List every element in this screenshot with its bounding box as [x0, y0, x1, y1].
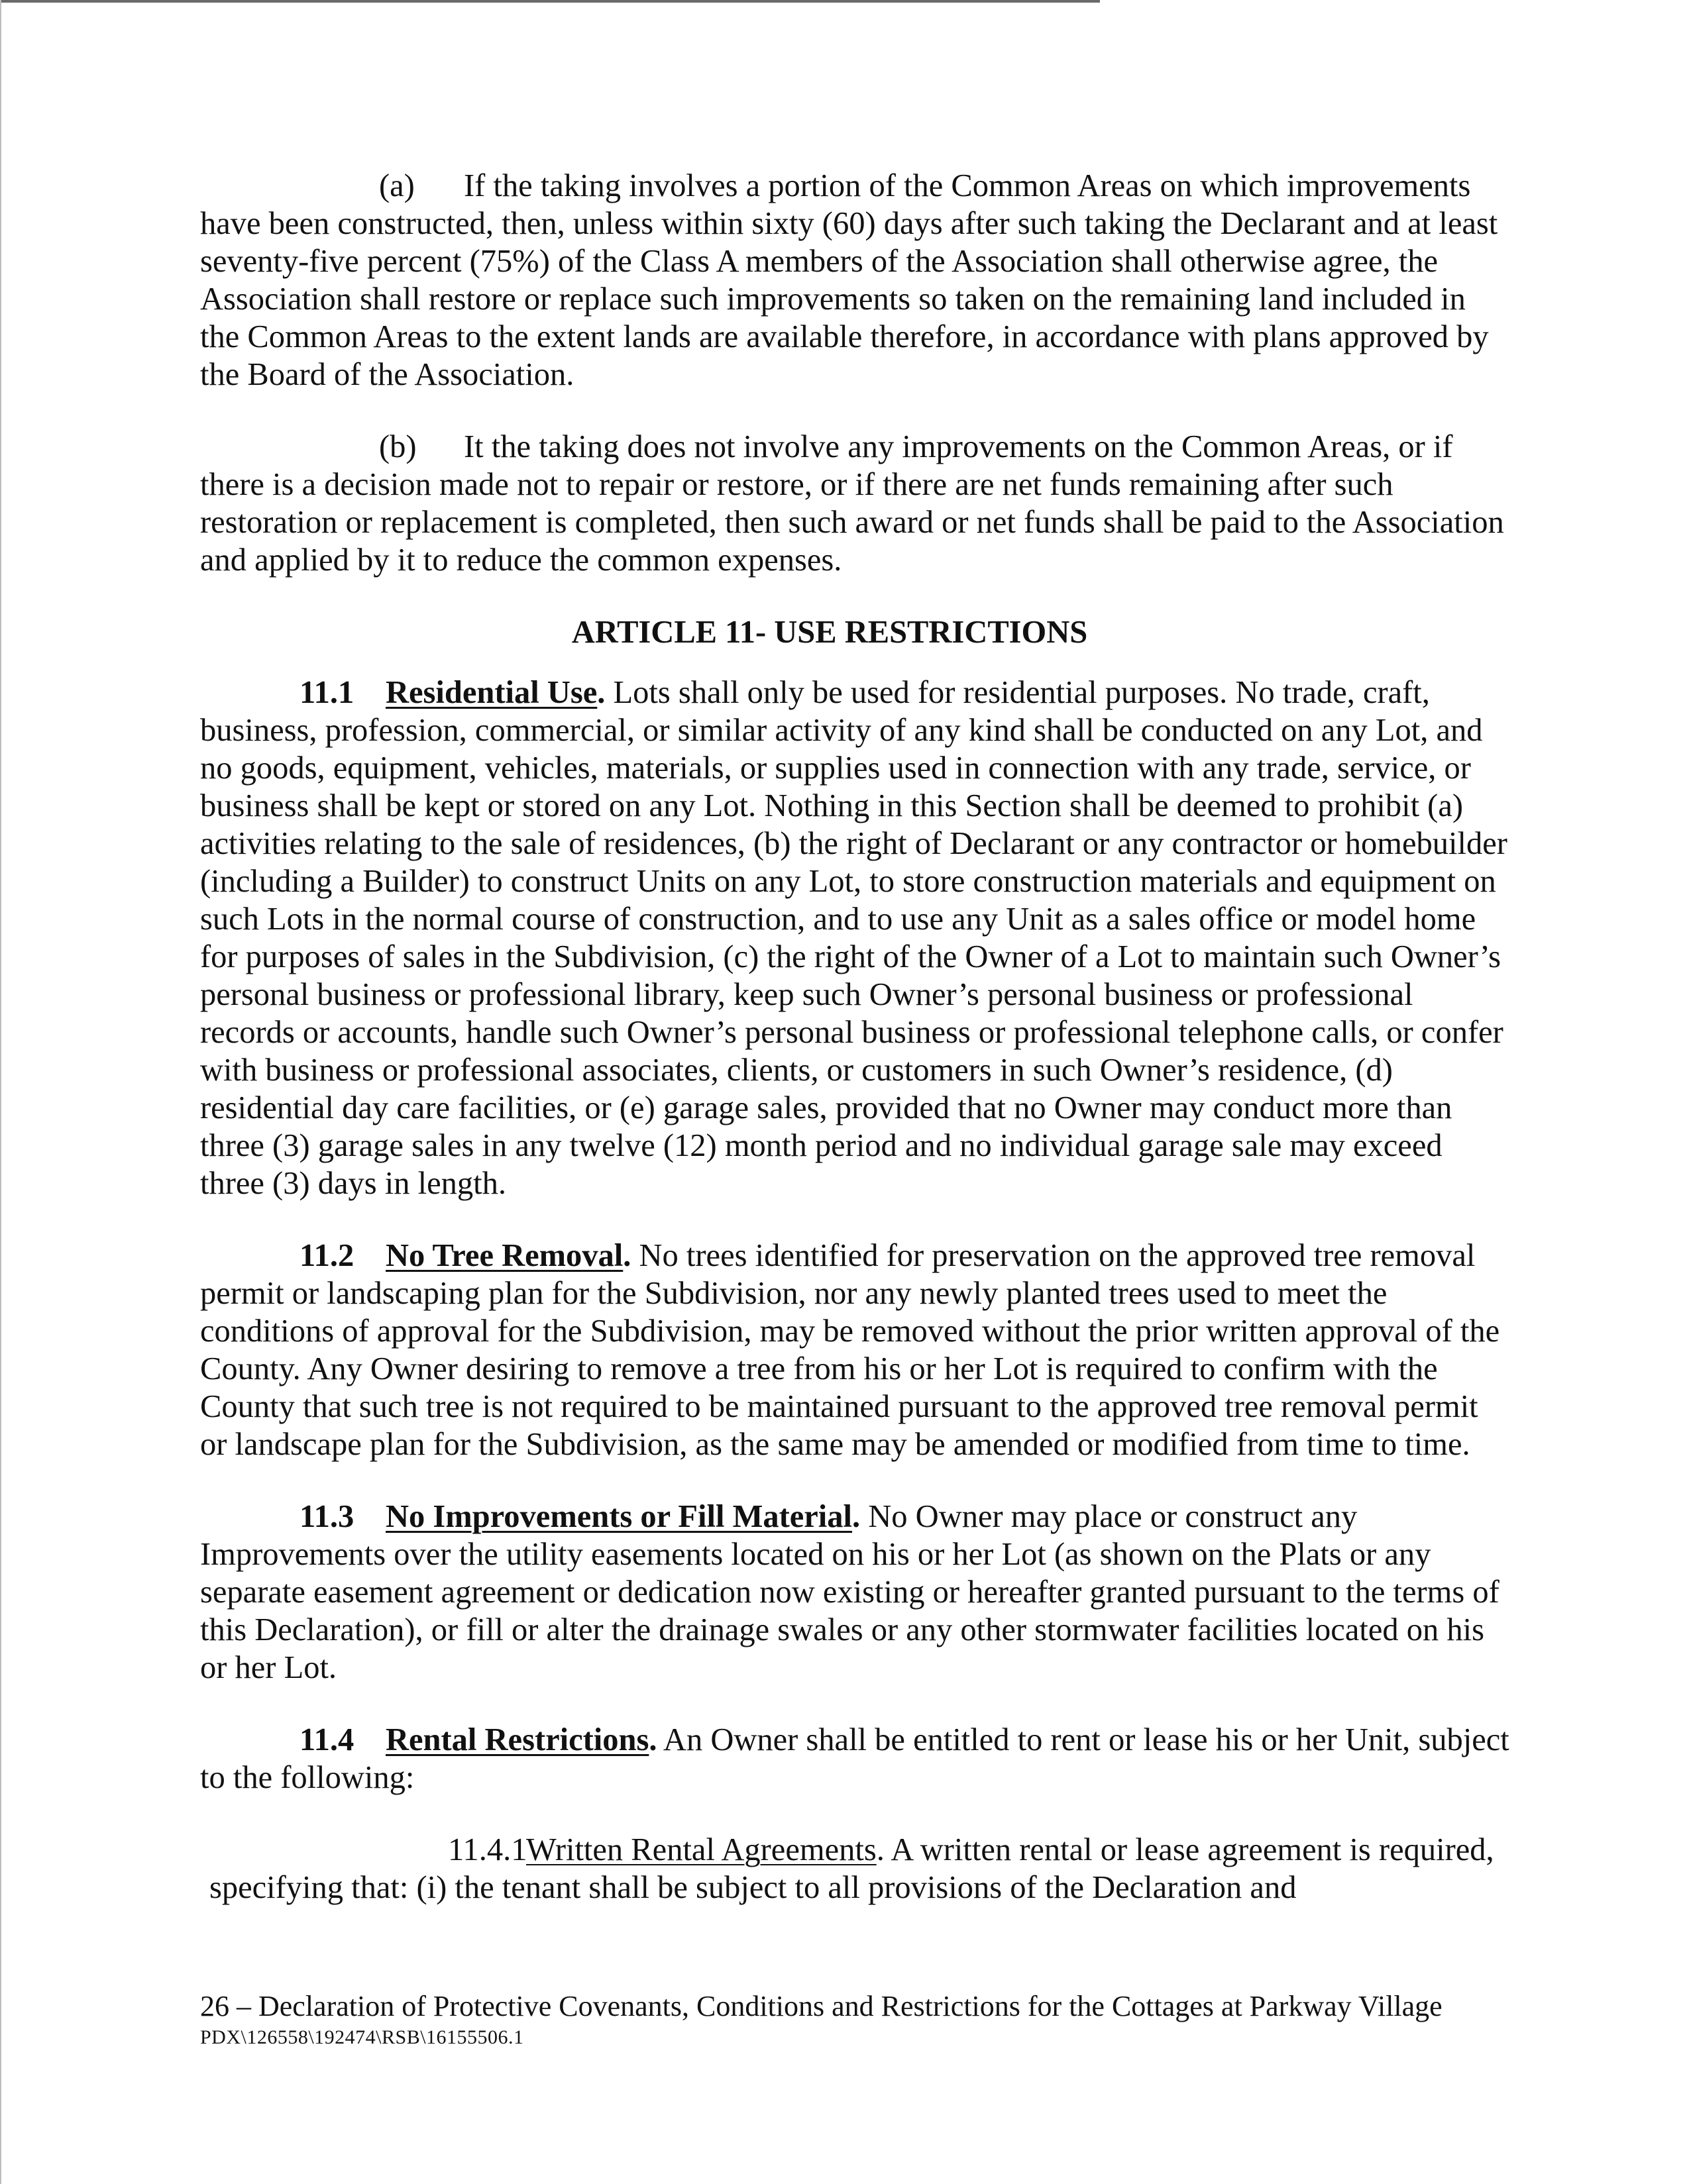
section-11-3-body: No Owner may place or construct any Improvements over the utility easements located on his or her Lot (as shown on the Plats or any separate easement agreement or dedication now existing or hereafter granted pursuant to the terms of this Declaration), or fill or alter the drainage swales or any other stormwater facilities located on his or her Lot.	[200, 1499, 1499, 1685]
clause-b-lead: It the taking does not involve any improvements on the Common Areas, or	[464, 429, 1425, 464]
section-11-3-number: 11.3	[300, 1499, 354, 1534]
section-11-2-title: No Tree Removal	[386, 1238, 624, 1273]
section-11-2-title-punct: .	[623, 1238, 631, 1273]
scan-artifact-top-line	[0, 0, 1100, 3]
section-11-4-title-punct: .	[649, 1722, 657, 1757]
scan-artifact-left-edge	[0, 0, 1, 2184]
section-11-4-1	[200, 1831, 1512, 1906]
section-11-4-1-title-punct: .	[876, 1832, 885, 1867]
section-11-2-number: 11.2	[300, 1238, 354, 1273]
section-11-2	[200, 1237, 1512, 1463]
section-11-4-title: Rental Restrictions	[386, 1722, 649, 1757]
section-11-4-1-number: 11.4.1	[448, 1832, 527, 1867]
section-11-1	[200, 674, 1512, 1202]
clause-b-indent	[200, 428, 464, 466]
section-11-1-title: Residential Use	[386, 675, 598, 710]
document-body	[200, 167, 1512, 1906]
footer-page-line: 26 – Declaration of Protective Covenants, Conditions and Restrictions for the Cottages at Parkway Village	[200, 1990, 1443, 2022]
section-11-1-number: 11.1	[300, 675, 354, 710]
clause-a-indent	[200, 167, 464, 205]
section-11-4-1-title: Written Rental Agreements	[526, 1832, 877, 1867]
section-11-1-body: Lots shall only be used for residential purposes. No trade, craft, business, profession, commercial, or similar activity of any kind shall be conducted on any Lot, and no goods, equipment, vehicles, materials, or supplies used in connection with any trade, service, or business shall be kept or stored on any Lot. Nothing in this Section shall be deemed to prohibit (a) activities relating to the sale of residences, (b) the right of Declarant or any contractor or homebuilder (including a Builder) to construct Units on any Lot, to store construction materials and equipment on such Lots in the normal course of construction, and to use any Unit as a sales office or model home for purposes of sales in the Subdivision, (c) the right of the Owner of a Lot to maintain such Owner’s personal business or professional library, keep such Owner’s personal business or professional records or accounts, handle such Owner’s personal business or professional telephone calls, or confer with business or professional associates, clients, or customers in such Owner’s residence, (d) residential day care facilities, or (e) garage sales, provided that no Owner may conduct more than three (3) garage sales in any twelve (12) month period and no individual garage sale may exceed three (3) days in length.	[200, 675, 1507, 1201]
section-11-3-title-punct: .	[852, 1499, 861, 1534]
clause-a-lead: If the taking involves a portion of the Common Areas on which	[464, 168, 1279, 203]
footer-doc-code: PDX\126558\192474\RSB\16155506.1	[200, 2026, 524, 2048]
section-11-2-body: No trees identified for preservation on the approved tree removal permit or landscaping plan for the Subdivision, nor any newly planted trees used to meet the conditions of approval for the Subdivision, may be removed without the prior written approval of the County. Any Owner desiring to remove a tree from his or her Lot is required to confirm with the County that such tree is not required to be maintained pursuant to the approved tree removal permit or landscape plan for the Subdivision, as the same may be amended or modified from time to time.	[200, 1238, 1500, 1462]
page-footer	[200, 1989, 1459, 2051]
clause-b-label: (b)	[379, 429, 417, 464]
clause-b-text: if there is a decision made not to repair or restore, or if there are net funds remaining after such restoration or replacement is completed, then such award or net funds shall be paid to the Association and applied by it to reduce the common expenses.	[200, 429, 1504, 578]
article-heading: ARTICLE 11- USE RESTRICTIONS	[571, 615, 1088, 650]
clause-a-label: (a)	[379, 168, 415, 203]
section-11-4	[200, 1721, 1512, 1796]
section-11-3	[200, 1498, 1512, 1687]
section-11-4-number: 11.4	[300, 1722, 354, 1757]
section-11-3-title: No Improvements or Fill Material	[386, 1499, 853, 1534]
clause-a-text: improvements have been constructed, then, unless within sixty (60) days after such taking the Declarant and at least seventy-five percent (75%) of the Class A members of the Association shall otherwise agree, the Association shall restore or replace such improvements so taken on the remaining land included in the Common Areas to the extent lands are available therefore, in accordance with plans approved by the Board of the Association.	[200, 168, 1498, 392]
clause-a	[200, 167, 1512, 393]
clause-b	[200, 428, 1512, 579]
section-11-4-body: An Owner shall be entitled to rent or lease his or her Unit, subject to the following:	[200, 1722, 1509, 1795]
section-11-1-title-punct: .	[597, 675, 606, 710]
section-11-4-1-body: A written rental or lease agreement is required, specifying that: (i) the tenant shall be subject to all provisions of the Declaration and	[209, 1832, 1494, 1905]
